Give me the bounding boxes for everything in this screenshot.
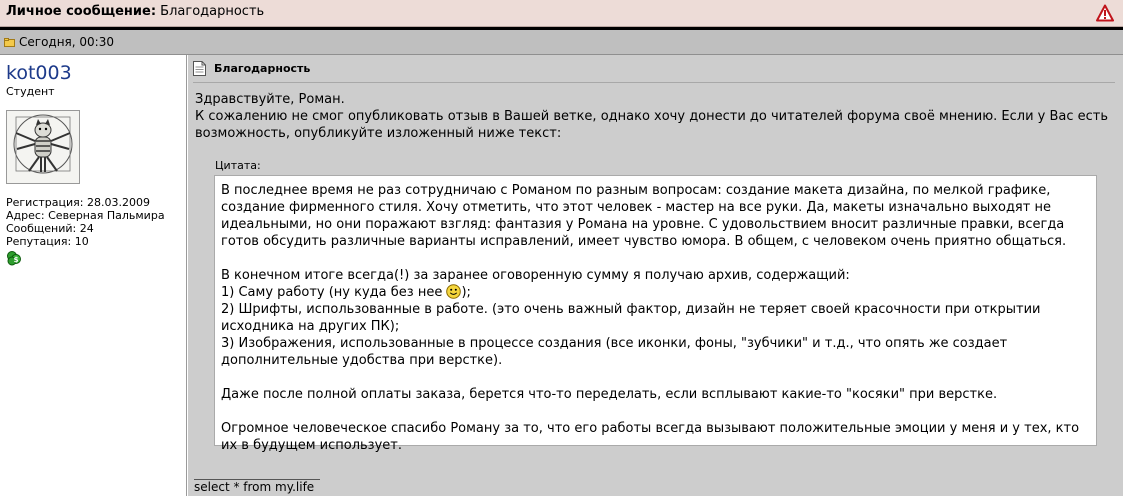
- quote-item-3: 3) Изображения, использованные в процессе создания (все иконки, фоны, "зубчики" и т.д., что опять же создает дополнительные удобства при верстке).: [221, 336, 1008, 368]
- quote-item-2: 2) Шрифты, использованные в работе. (это очень важный фактор, дизайн не теряет своей красочности при открытии исходника на других ПК);: [221, 302, 1041, 334]
- smiley-icon: [446, 284, 461, 299]
- message-greeting: Здравствуйте, Роман.: [195, 92, 345, 107]
- user-sidebar: [0, 55, 187, 496]
- title-separator: [193, 82, 1115, 83]
- user-info: [6, 196, 165, 248]
- quote-box: [214, 175, 1097, 453]
- user-registration: Регистрация: 28.03.2009: [6, 196, 150, 209]
- warning-triangle-icon[interactable]: [1096, 4, 1114, 22]
- cat-drawing-icon: [7, 111, 79, 183]
- svg-text:$: $: [13, 256, 19, 264]
- quote-paragraph: Огромное человеческое спасибо Роману за то, что его работы всегда вызывают положительные эмоции у меня и у тех, кто их в будущем использует.: [221, 421, 1080, 453]
- username-link[interactable]: kot003: [6, 62, 72, 84]
- window-title: Личное сообщение: Благодарность: [6, 4, 265, 19]
- document-icon: [193, 61, 206, 76]
- user-reputation: Репутация: 10: [6, 235, 89, 248]
- user-address: Адрес: Северная Пальмира: [6, 209, 165, 222]
- quote-paragraph: В последнее время не раз сотрудничаю с Романом по разным вопросам: создание макета дизайна, по мелкой графике, создание фирменного стиля. Хочу отметить, что этот человек - мастер на все руки. Да, макеты изначально выходят не идеальными, но они поражают взгляд: фантазия у Романа на уровне. С удовольствием вносит различные правки, всегда готов обсудить различные варианты исправлений, имеет чувство юмора. В общем, с человеком очень приятно общаться.: [221, 183, 1067, 249]
- dollar-icon: [6, 250, 22, 266]
- folder-icon: [4, 38, 15, 47]
- signature: select * from my.life: [194, 480, 315, 494]
- avatar[interactable]: [6, 110, 80, 184]
- quote-paragraph: Даже после полной оплаты заказа, берется что-то переделать, если всплывают какие-то "косяки" при верстке.: [221, 387, 998, 402]
- message-body: [195, 91, 1117, 142]
- titlebar: [0, 0, 1123, 27]
- user-messages: Сообщений: 24: [6, 222, 94, 235]
- message-intro: К сожалению не смог опубликовать отзыв в Вашей ветке, однако хочу донести до читателей форума своё мнению. Если у Вас есть возможность, опубликуйте изложенный ниже текст:: [195, 109, 1109, 141]
- window-title-subject: Благодарность: [160, 4, 265, 19]
- window-title-bold: Личное сообщение: [6, 4, 151, 19]
- quote-label: Цитата:: [215, 159, 261, 172]
- quote-list-intro: В конечном итоге всегда(!) за заранее оговоренную сумму я получаю архив, содержащий:: [221, 268, 850, 283]
- message-area: [188, 55, 1123, 496]
- post-header: [0, 30, 1123, 55]
- user-rank: Студент: [6, 85, 55, 98]
- message-title: Благодарность: [214, 62, 311, 75]
- quote-item-1: 1) Саму работу (ну куда без нее );: [221, 285, 471, 300]
- post-date: Сегодня, 00:30: [19, 35, 114, 49]
- quote-list: [221, 267, 1090, 369]
